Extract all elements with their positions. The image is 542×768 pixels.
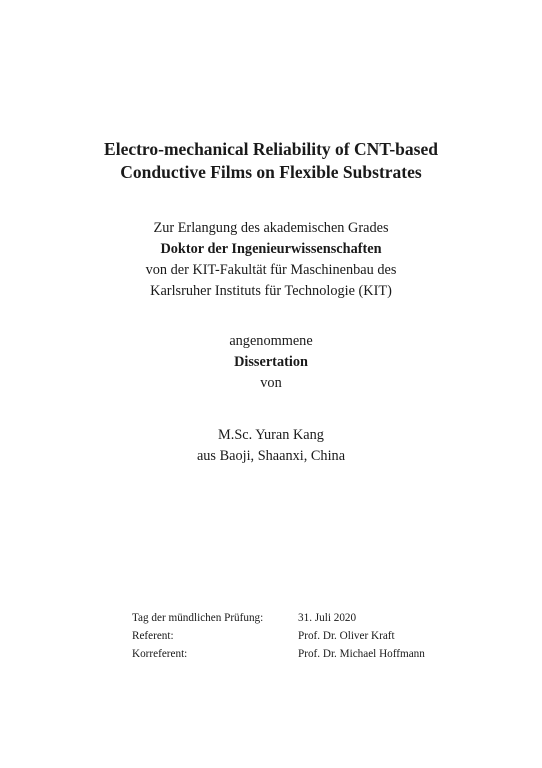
dissertation-block — [0, 331, 542, 394]
exam-row-korreferent — [132, 645, 425, 663]
author-block — [0, 425, 542, 467]
exam-date-value: 31. Juli 2020 — [298, 612, 357, 624]
exam-date-label: Tag der mündlichen Prüfung: — [132, 612, 264, 624]
exam-row-date — [132, 609, 425, 627]
dissertation-label: Dissertation — [234, 354, 308, 370]
institute-line: Karlsruher Instituts für Technologie (KIT) — [150, 283, 392, 299]
thesis-title — [0, 138, 542, 184]
referent-label: Referent: — [132, 630, 174, 642]
thesis-title-line-2: Conductive Films on Flexible Substrates — [120, 162, 422, 182]
referent-value: Prof. Dr. Oliver Kraft — [298, 630, 395, 642]
degree-statement — [0, 218, 542, 302]
exam-row-referent — [132, 627, 425, 645]
korreferent-value: Prof. Dr. Michael Hoffmann — [298, 648, 425, 660]
korreferent-label: Korreferent: — [132, 648, 188, 660]
degree-purpose: Zur Erlangung des akademischen Grades — [153, 220, 389, 236]
by-label: von — [260, 375, 282, 391]
exam-details — [132, 609, 425, 663]
degree-name: Doktor der Ingenieurwissenschaften — [160, 241, 382, 257]
author-origin: aus Baoji, Shaanxi, China — [196, 448, 346, 464]
thesis-title-line-1: Electro-mechanical Reliability of CNT-based — [104, 139, 438, 159]
faculty-line: von der KIT-Fakultät für Maschinenbau des — [145, 262, 397, 278]
author-name: M.Sc. Yuran Kang — [218, 427, 324, 443]
accepted-label: angenommene — [229, 333, 313, 349]
